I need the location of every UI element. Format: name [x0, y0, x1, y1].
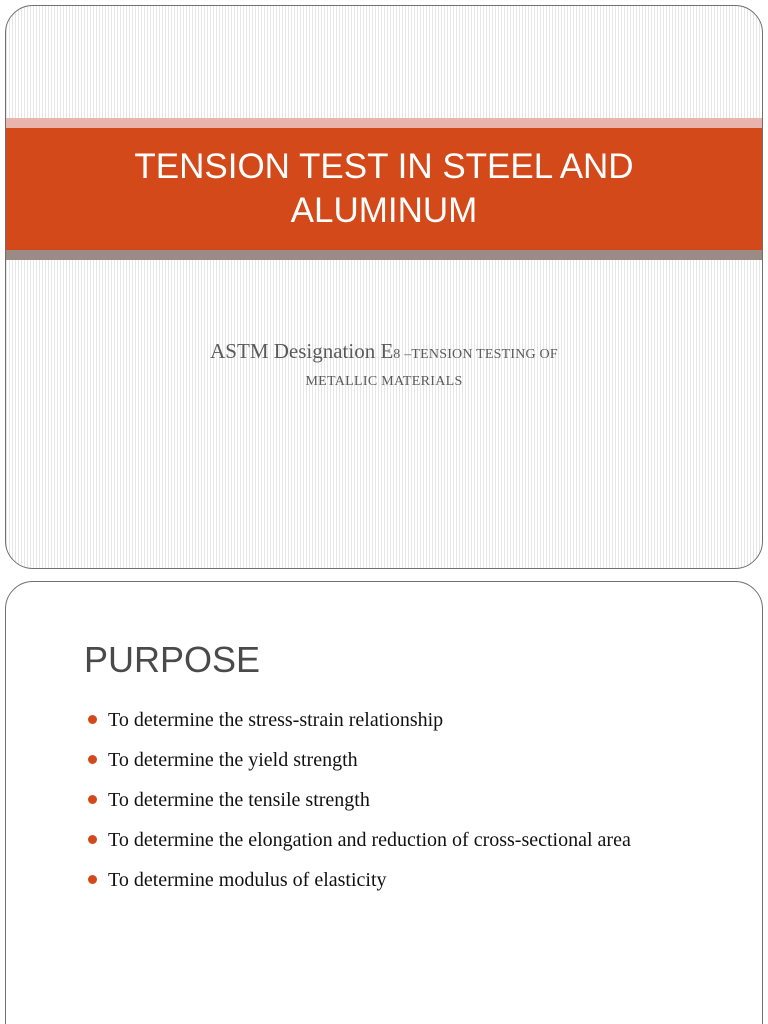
subtitle-line-2: METALLIC MATERIALS: [305, 374, 463, 389]
list-item: [86, 744, 726, 776]
list-item-text: To determine the yield strength: [108, 749, 358, 771]
subtitle-lead: ASTM Designation E: [210, 339, 394, 363]
purpose-slide: [5, 581, 763, 1024]
list-item: [86, 784, 726, 816]
list-item: [86, 704, 726, 736]
subtitle-line-1: [6, 336, 762, 370]
subtitle-designation-number: 8: [393, 347, 401, 362]
bullet-dot-icon: [88, 755, 97, 764]
list-item-text: To determine the elongation and reduction of cross-sectional area: [108, 829, 631, 851]
list-item: [86, 824, 726, 856]
bullet-list: [86, 704, 726, 904]
list-item-text: To determine the stress-strain relationship: [108, 709, 444, 731]
title-band-top-stripe: [6, 118, 762, 128]
bullet-dot-icon: [88, 795, 97, 804]
subtitle-caps: –TENSION TESTING OF: [400, 347, 558, 362]
section-title: PURPOSE: [84, 639, 261, 680]
bullet-dot-icon: [88, 835, 97, 844]
bullet-dot-icon: [88, 875, 97, 884]
list-item: [86, 864, 726, 896]
bullet-dot-icon: [88, 715, 97, 724]
slide-title: TENSION TEST IN STEEL AND ALUMINUM: [134, 147, 634, 230]
title-band: [6, 128, 762, 250]
title-band-bottom-stripe: [6, 250, 762, 260]
list-item-text: To determine modulus of elasticity: [108, 869, 387, 891]
slide-subtitle: [6, 336, 762, 394]
list-item-text: To determine the tensile strength: [108, 789, 370, 811]
title-slide: [5, 5, 763, 569]
